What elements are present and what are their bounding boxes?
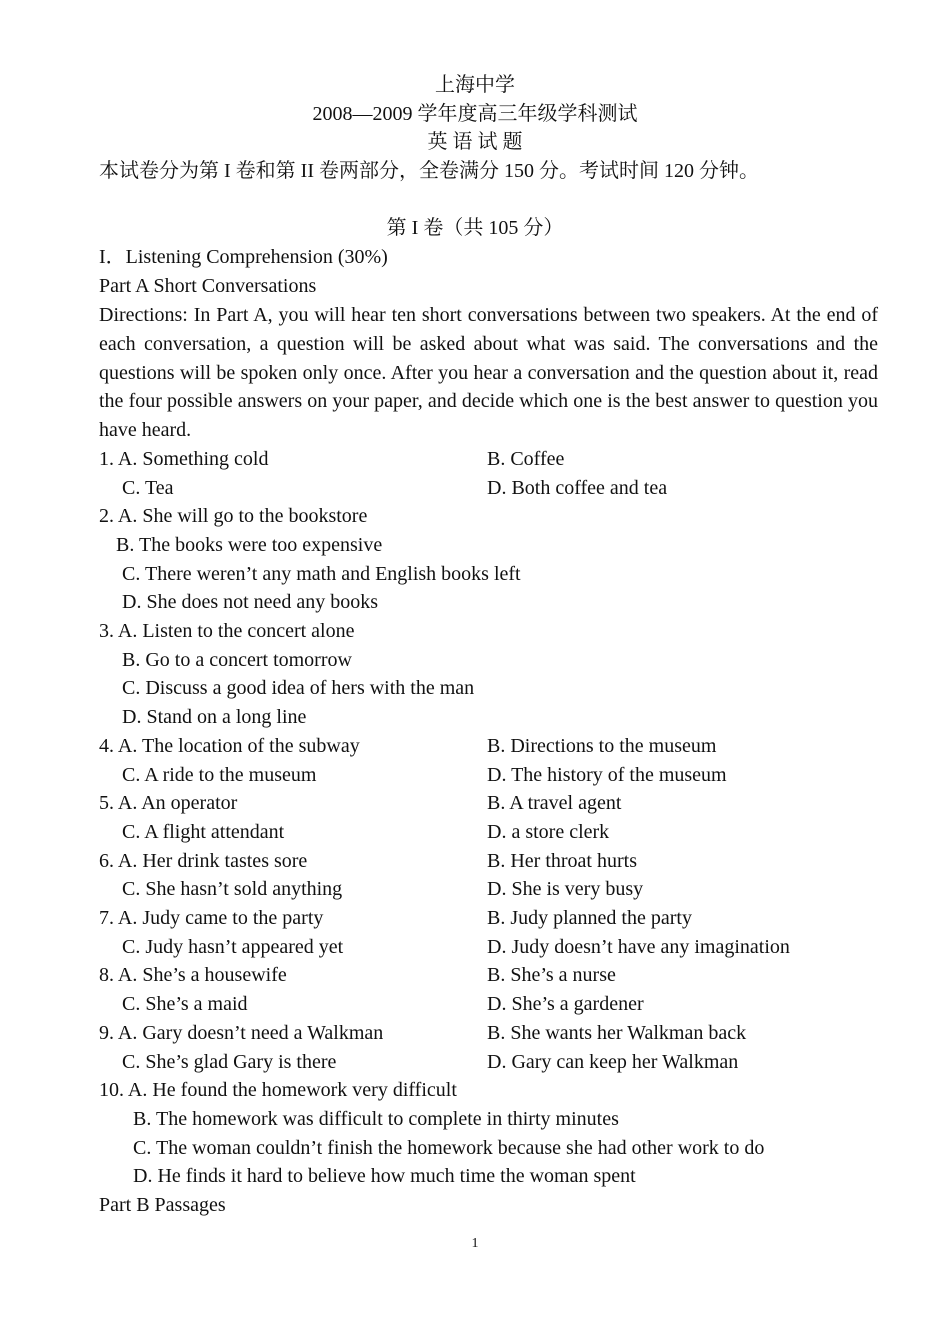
q9-option-a: 9. A. Gary doesn’t need a Walkman — [99, 1022, 384, 1044]
q8-option-b: B. She’s a nurse — [487, 964, 616, 986]
q6-option-c: C. She hasn’t sold anything — [122, 878, 343, 900]
q6-option-b: B. Her throat hurts — [487, 850, 637, 872]
q5-option-d: D. a store clerk — [487, 821, 610, 843]
q3-option-b: B. Go to a concert tomorrow — [122, 649, 352, 671]
q10-option-d: D. He finds it hard to believe how much time the woman spent — [133, 1165, 636, 1187]
q6-option-d: D. She is very busy — [487, 878, 644, 900]
q10-option-c: C. The woman couldn’t finish the homework because she had other work to do — [133, 1137, 765, 1159]
q8-option-a: 8. A. She’s a housewife — [99, 964, 287, 986]
q1-option-d: D. Both coffee and tea — [487, 477, 668, 499]
q5-option-a: 5. A. An operator — [99, 792, 238, 814]
q6-option-a: 6. A. Her drink tastes sore — [99, 850, 308, 872]
exam-year-title: 2008—2009 学年度高三年级学科测试 — [312, 103, 638, 125]
q3-option-a: 3. A. Listen to the concert alone — [99, 620, 355, 642]
subject-title: 英 语 试 题 — [427, 131, 523, 153]
q1-option-b: B. Coffee — [487, 448, 565, 470]
q1-option-c: C. Tea — [122, 477, 174, 499]
q4-option-c: C. A ride to the museum — [122, 764, 317, 786]
q7-option-b: B. Judy planned the party — [487, 907, 692, 929]
volume-title: 第 I 卷（共 105 分） — [386, 217, 564, 239]
directions-paragraph: Directions: In Part A, you will hear ten short conversations between two speakers. At the end of each conversation, a question will be asked about what was said. The conversations and the questions will be spoken only once. After you hear a conversation and the question about it, read the four possible answers on your paper, and decide which one is the best answer to question you have heard. — [99, 304, 878, 442]
q4-option-a: 4. A. The location of the subway — [99, 735, 360, 757]
q3-option-c: C. Discuss a good idea of hers with the man — [122, 677, 475, 699]
part-a-title: Part A Short Conversations — [99, 275, 317, 297]
section-title: I．Listening Comprehension (30%) — [99, 246, 388, 268]
q8-option-c: C. She’s a maid — [122, 993, 248, 1015]
q7-option-c: C. Judy hasn’t appeared yet — [122, 936, 344, 958]
q9-option-d: D. Gary can keep her Walkman — [487, 1051, 739, 1073]
page-number: 1 — [471, 1236, 479, 1251]
q5-option-b: B. A travel agent — [487, 792, 622, 814]
q5-option-c: C. A flight attendant — [122, 821, 285, 843]
q2-option-c: C. There weren’t any math and English books left — [122, 563, 521, 585]
q2-option-b: B. The books were too expensive — [116, 534, 383, 556]
q7-option-d: D. Judy doesn’t have any imagination — [487, 936, 790, 958]
q9-option-b: B. She wants her Walkman back — [487, 1022, 747, 1044]
q8-option-d: D. She’s a gardener — [487, 993, 644, 1015]
school-name: 上海中学 — [435, 74, 515, 96]
q9-option-c: C. She’s glad Gary is there — [122, 1051, 337, 1073]
q3-option-d: D. Stand on a long line — [122, 706, 307, 728]
part-b-title: Part B Passages — [99, 1194, 226, 1216]
q10-option-a: 10. A. He found the homework very difficult — [99, 1079, 457, 1101]
q7-option-a: 7. A. Judy came to the party — [99, 907, 324, 929]
q4-option-d: D. The history of the museum — [487, 764, 727, 786]
q2-option-a: 2. A. She will go to the bookstore — [99, 505, 368, 527]
q2-option-d: D. She does not need any books — [122, 591, 379, 613]
exam-intro: 本试卷分为第 I 卷和第 II 卷两部分，全卷满分 150 分。考试时间 120 分钟。 — [99, 160, 759, 182]
q4-option-b: B. Directions to the museum — [487, 735, 717, 757]
q1-option-a: 1. A. Something cold — [99, 448, 269, 470]
q10-option-b: B. The homework was difficult to complete in thirty minutes — [133, 1108, 619, 1130]
